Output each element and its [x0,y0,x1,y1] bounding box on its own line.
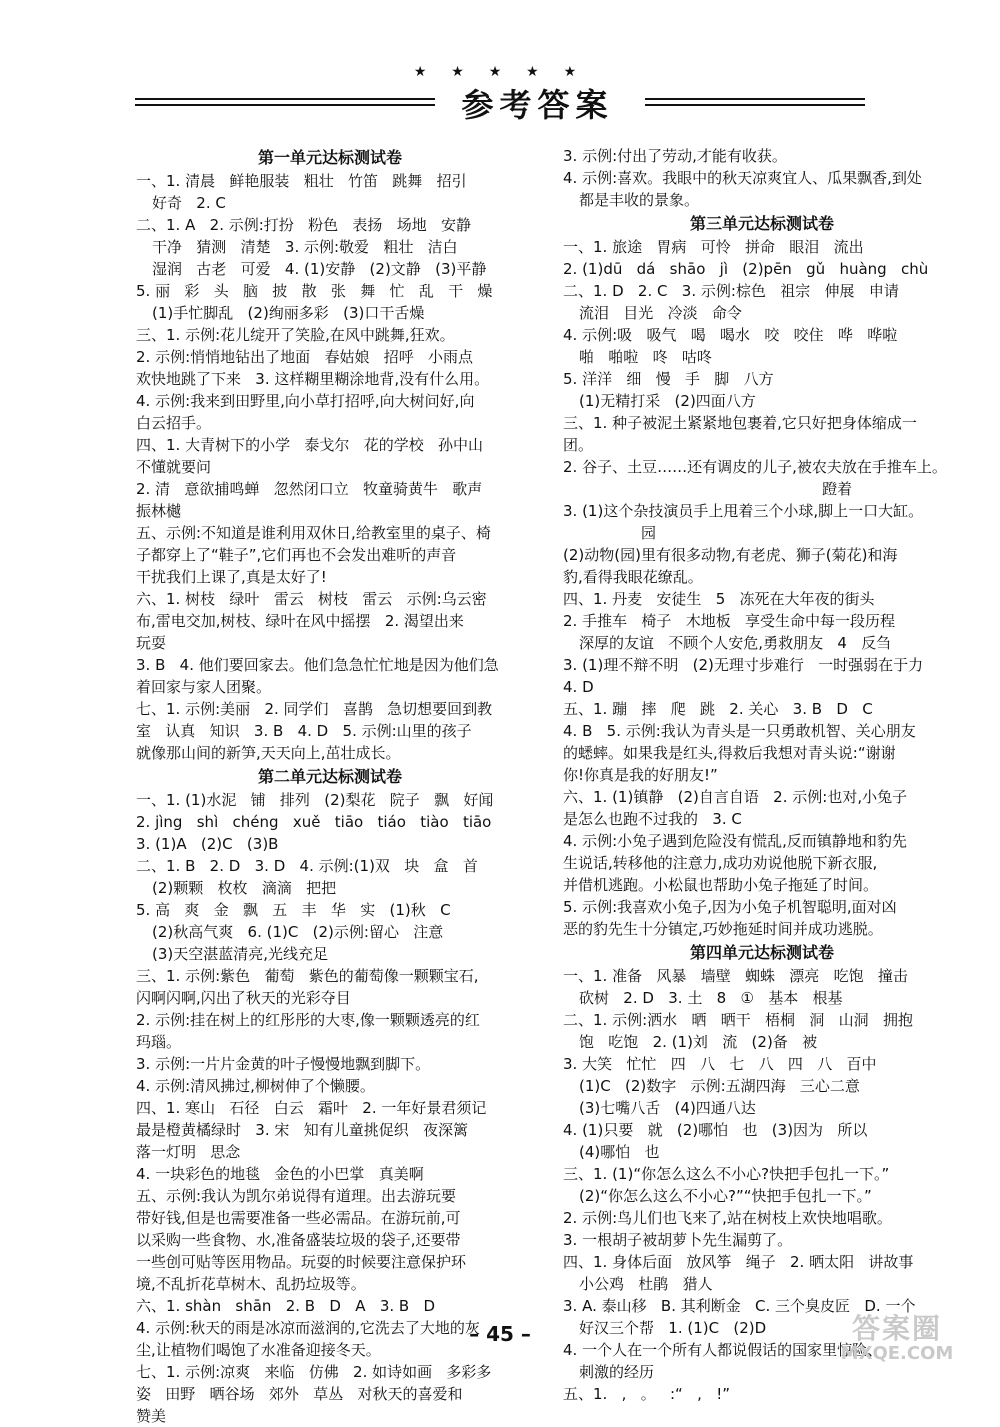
answer-line: 一、1. (1)水泥 铺 排列 (2)梨花 院子 飘 好闻 [136,791,494,809]
section-heading: 第四单元达标测试卷 [689,943,834,962]
answer-line: 2. 示例:悄悄地钻出了地面 春姑娘 招呼 小雨点 [136,348,474,366]
right-rule-divider [645,98,865,100]
answer-line: 六、1. 树枝 绿叶 雷云 树枝 雷云 示例:乌云密 [136,590,487,608]
answer-line: 四、1. 丹麦 安徒生 5 冻死在大年夜的街头 [563,590,875,608]
answer-line: 5. 示例:我喜欢小兔子,因为小兔子机智聪明,面对凶 [563,898,897,916]
answer-line: 刺激的经历 [579,1363,655,1381]
answer-line: 一些创可贴等医用物品。玩耍的时候要注意保护环 [136,1253,467,1271]
answer-line: 赞美 [136,1407,167,1425]
answer-line: 4. 示例:清风拂过,柳树伸了个懒腰。 [136,1077,375,1095]
answer-line: 4. D [563,678,594,696]
answer-line: (1)手忙脚乱 (2)绚丽多彩 (3)口干舌燥 [152,304,425,322]
answer-line: 二、1. D 2. C 3. 示例:棕色 祖宗 伸展 申请 [563,282,899,300]
answer-line: 3. 一根胡子被胡萝卜先生漏剪了。 [563,1231,793,1249]
star-row-icon: ★ ★ ★ ★ ★ [413,64,587,80]
answer-line: 白云招手。 [136,414,212,432]
answer-line: 3. 示例:付出了劳动,才能有收获。 [563,147,787,165]
answer-line: 一、1. 旅途 胃病 可怜 拼命 眼泪 流出 [563,238,864,256]
answer-line: 欢快地跳了下来 3. 这样糊里糊涂地背,没有什么用。 [136,370,490,388]
section-heading: 第一单元达标测试卷 [257,148,402,167]
answer-line: 着回家与家人团聚。 [136,678,272,696]
answer-line: 3. B 4. 他们要回家去。他们急急忙忙地是因为他们急 [136,656,499,674]
answer-line: 4. B 5. 示例:我认为青头是一只勇敢机智、关心朋友 [563,722,916,740]
answer-line: 2. 示例:鸟儿们也飞来了,站在树枝上欢快地唱歌。 [563,1209,892,1227]
answer-line: (2)秋高气爽 6. (1)C (2)示例:留心 注意 [152,923,444,941]
answer-line: 3. (1)A (2)C (3)B [136,835,279,853]
answer-line: 最是橙黄橘绿时 3. 宋 知有儿童挑促织 夜深篱 [136,1121,468,1139]
right-rule-divider [645,104,865,106]
answer-line: 4. 示例:小兔子遇到危险没有慌乱,反而镇静地和豹先 [563,832,907,850]
answer-line: 恶的豹先生十分镇定,巧妙拖延时间并成功逃脱。 [563,920,883,938]
right-answer-column [563,145,961,1405]
answer-line: 子都穿上了“鞋子”,它们再也不会发出难听的声音 [136,546,457,564]
answer-line: 境,不乱折花草树木、乱扔垃圾等。 [136,1275,366,1293]
answer-line: 并借机逃跑。小松鼠也帮助小兔子拖延了时间。 [563,876,879,894]
page-number: – 45 – [469,1322,531,1346]
answer-line: 都是丰收的景象。 [579,191,700,209]
answer-line: 好汉三个帮 1. (1)C (2)D [579,1319,767,1337]
answer-line: (1)C (2)数字 示例:五湖四海 三心二意 [579,1077,860,1095]
answer-line: 布,雷电交加,树枝、绿叶在风中摇摆 2. 渴望出来 [136,612,464,630]
answer-line: 4. 示例:我来到田野里,向小草打招呼,向大树问好,向 [136,392,475,410]
answer-line: 二、1. 示例:洒水 晒 晒干 梧桐 洞 山洞 拥抱 [563,1011,913,1029]
watermark-text: 答案圈 [851,1312,942,1345]
answer-line: 的蟋蟀。如果我是红头,得救后我想对青头说:“谢谢 [563,744,896,762]
watermark-logo [818,1307,976,1364]
answer-line: 3. (1)这个杂技演员手上甩着三个小球,脚上一口大缸。 [563,502,924,520]
page-header [0,60,1000,130]
answer-line: 三、1. 种子被泥土紧紧地包裹着,它只好把身体缩成一 [563,414,917,432]
answer-line: 园 [579,524,656,542]
answer-line: 生说话,转移他的注意力,成功劝说他脱下新衣服, [563,854,878,872]
answer-line: 四、1. 身体后面 放风筝 绳子 2. 晒太阳 讲故事 [563,1253,914,1271]
answer-line: 以采购一些食物、水,准备盛装垃圾的袋子,还要带 [136,1231,461,1249]
answer-line: 三、1. (1)“你怎么这么不小心?快把手包扎一下。” [563,1165,890,1183]
answer-line: 砍树 2. D 3. 土 8 ① 基本 根基 [579,989,843,1007]
left-rule-divider [135,98,435,100]
answer-line: 二、1. B 2. D 3. D 4. 示例:(1)双 块 盒 首 [136,857,478,875]
answer-line: 3. 大笑 忙忙 四 八 七 八 四 八 百中 [563,1055,877,1073]
answer-line: 好奇 2. C [152,194,226,212]
answer-line: 六、1. shàn shān 2. B D A 3. B D [136,1297,436,1315]
answer-line: (2)颗颗 枚枚 滴滴 把把 [152,879,337,897]
answer-line: 2. jìng shì chéng xuě tiāo tiáo tiào tiāo [136,813,492,831]
answer-line: 五、示例:我认为凯尔弟说得有道理。出去游玩要 [136,1187,457,1205]
answer-line: 2. 示例:挂在树上的红彤彤的大枣,像一颗颗透亮的红 [136,1011,480,1029]
answer-line: (4)哪怕 也 [579,1143,660,1161]
title-band [135,80,865,130]
answer-line: 深厚的友谊 不顾个人安危,勇救朋友 4 反刍 [579,634,892,652]
answer-line: 4. 一块彩色的地毯 金色的小巴掌 真美啊 [136,1165,424,1183]
answer-line: 豹,看得我眼花缭乱。 [563,568,703,586]
answer-line: 3. 示例:一片片金黄的叶子慢慢地飘到脚下。 [136,1055,431,1073]
answer-line: (2)“你怎么这么不小心?”“快把手包扎一下。” [579,1187,872,1205]
answer-line: 姿 田野 晒谷场 郊外 草丛 对秋天的喜爱和 [136,1385,463,1403]
answer-line: 2. 手推车 椅子 木地板 享受生命中每一段历程 [563,612,895,630]
answer-line: 振林樾 [136,502,182,520]
answer-line: 就像那山间的新笋,天天向上,茁壮成长。 [136,744,401,762]
answer-line: (2)动物(园)里有很多动物,有老虎、狮子(菊花)和海 [563,546,898,564]
answer-line: 4. 示例:秋天的雨是冰凉而滋润的,它洗去了大地的灰 [136,1319,480,1337]
answer-line: 一、1. 准备 风暴 墙壁 蜘蛛 漂亮 吃饱 撞击 [563,967,908,985]
answer-line: 干扰我们上课了,真是太好了! [136,568,327,586]
answer-line: 一、1. 清晨 鲜艳服装 粗壮 竹笛 跳舞 招引 [136,172,467,190]
answer-line: 5. 丽 彩 头 脑 披 散 张 舞 忙 乱 干 燥 [136,282,493,300]
answer-line: 4. 示例:喜欢。我眼中的秋天凉爽宜人、瓜果飘香,到处 [563,169,922,187]
page-title: 参考答案 [461,86,614,124]
section-heading: 第三单元达标测试卷 [689,214,834,233]
answer-line: 5. 洋洋 细 慢 手 脚 八方 [563,370,774,388]
answer-line: 4. 一个人在一个所有人都说假话的国家里惊险、 [563,1341,883,1359]
answer-line: 4. 示例:吸 吸气 喝 喝水 咬 咬住 哗 哗啦 [563,326,898,344]
left-answer-column [136,145,524,1427]
left-rule-divider [135,104,435,106]
answer-line: 尘,让植物们喝饱了水准备迎接冬天。 [136,1341,381,1359]
answer-line: 五、1. 蹦 摔 爬 跳 2. 关心 3. B D C [563,700,873,718]
answer-line: (3)七嘴八舌 (4)四通八达 [579,1099,756,1117]
answer-line: 3. A. 泰山移 B. 其利断金 C. 三个臭皮匠 D. 一个 [563,1297,916,1315]
answer-line: 干净 猜测 清楚 3. 示例:敬爱 粗壮 洁白 [152,238,458,256]
answer-line: 湿润 古老 可爱 4. (1)安静 (2)文静 (3)平静 [152,260,487,278]
answer-line: 玛瑙。 [136,1033,182,1051]
answer-line: 五、示例:不知道是谁利用双休日,给教室里的桌子、椅 [136,524,491,542]
answer-line: 闪啊闪啊,闪出了秋天的光彩夺目 [136,989,351,1007]
answer-line: 饱 吃饱 2. (1)刘 流 (2)备 被 [579,1033,818,1051]
answer-line: 流泪 目光 冷淡 命令 [579,304,742,322]
answer-line: (1)无精打采 (2)四面八方 [579,392,756,410]
answer-line: 三、1. 示例:花儿绽开了笑脸,在风中跳舞,狂欢。 [136,326,455,344]
answer-line: 四、1. 寒山 石径 白云 霜叶 2. 一年好景君须记 [136,1099,487,1117]
answer-line: 三、1. 示例:紫色 葡萄 紫色的葡萄像一颗颗宝石, [136,967,479,985]
answer-line: 你!你真是我的好朋友!” [563,766,718,784]
answer-line: (3)天空湛蓝清亮,光线充足 [152,945,329,963]
answer-line: 3. (1)理不辩不明 (2)无理寸步难行 一时强弱在于力 [563,656,924,674]
answer-line: 蹬着 [579,480,853,498]
answer-line: 是怎么也跑不过我的 3. C [563,810,742,828]
answer-line: 不懂就要问 [136,458,212,476]
answer-line: 2. (1)dū dá shāo jì (2)pēn gǔ huàng chù [563,260,929,278]
answer-line: 落一灯明 思念 [136,1143,241,1161]
section-heading: 第二单元达标测试卷 [257,767,402,786]
answer-line: 玩耍 [136,634,167,652]
answer-line: 小公鸡 杜鹃 猎人 [579,1275,713,1293]
answer-line: 2. 清 意欲捕鸣蝉 忽然闭口立 牧童骑黄牛 歌声 [136,480,483,498]
answer-line: 带好钱,但是也需要准备一些必需品。在游玩前,可 [136,1209,461,1227]
answer-line: 七、1. 示例:凉爽 来临 仿佛 2. 如诗如画 多彩多 [136,1363,492,1381]
answer-line: 四、1. 大青树下的小学 泰戈尔 花的学校 孙中山 [136,436,483,454]
answer-line: 2. 谷子、土豆……还有调皮的儿子,被农夫放在手推车上。 [563,458,947,476]
watermark-url: MXQE.COM [840,1343,954,1364]
answer-line: 团。 [563,436,594,454]
answer-line: 七、1. 示例:美丽 2. 同学们 喜鹊 急切想要回到教 [136,700,493,718]
answer-line: 啪 啪啦 咚 咕咚 [579,348,712,366]
answer-line: 4. (1)只要 就 (2)哪怕 也 (3)因为 所以 [563,1121,868,1139]
answer-line: 五、1. , 。 :“ , !” [563,1385,730,1403]
answer-line: 六、1. (1)镇静 (2)自言自语 2. 示例:也对,小兔子 [563,788,908,806]
answer-line: 室 认真 知识 3. B 4. D 5. 示例:山里的孩子 [136,722,472,740]
answer-line: 5. 高 爽 金 飘 五 丰 华 实 (1)秋 C [136,901,451,919]
answer-line: 二、1. A 2. 示例:打扮 粉色 表扬 场地 安静 [136,216,471,234]
